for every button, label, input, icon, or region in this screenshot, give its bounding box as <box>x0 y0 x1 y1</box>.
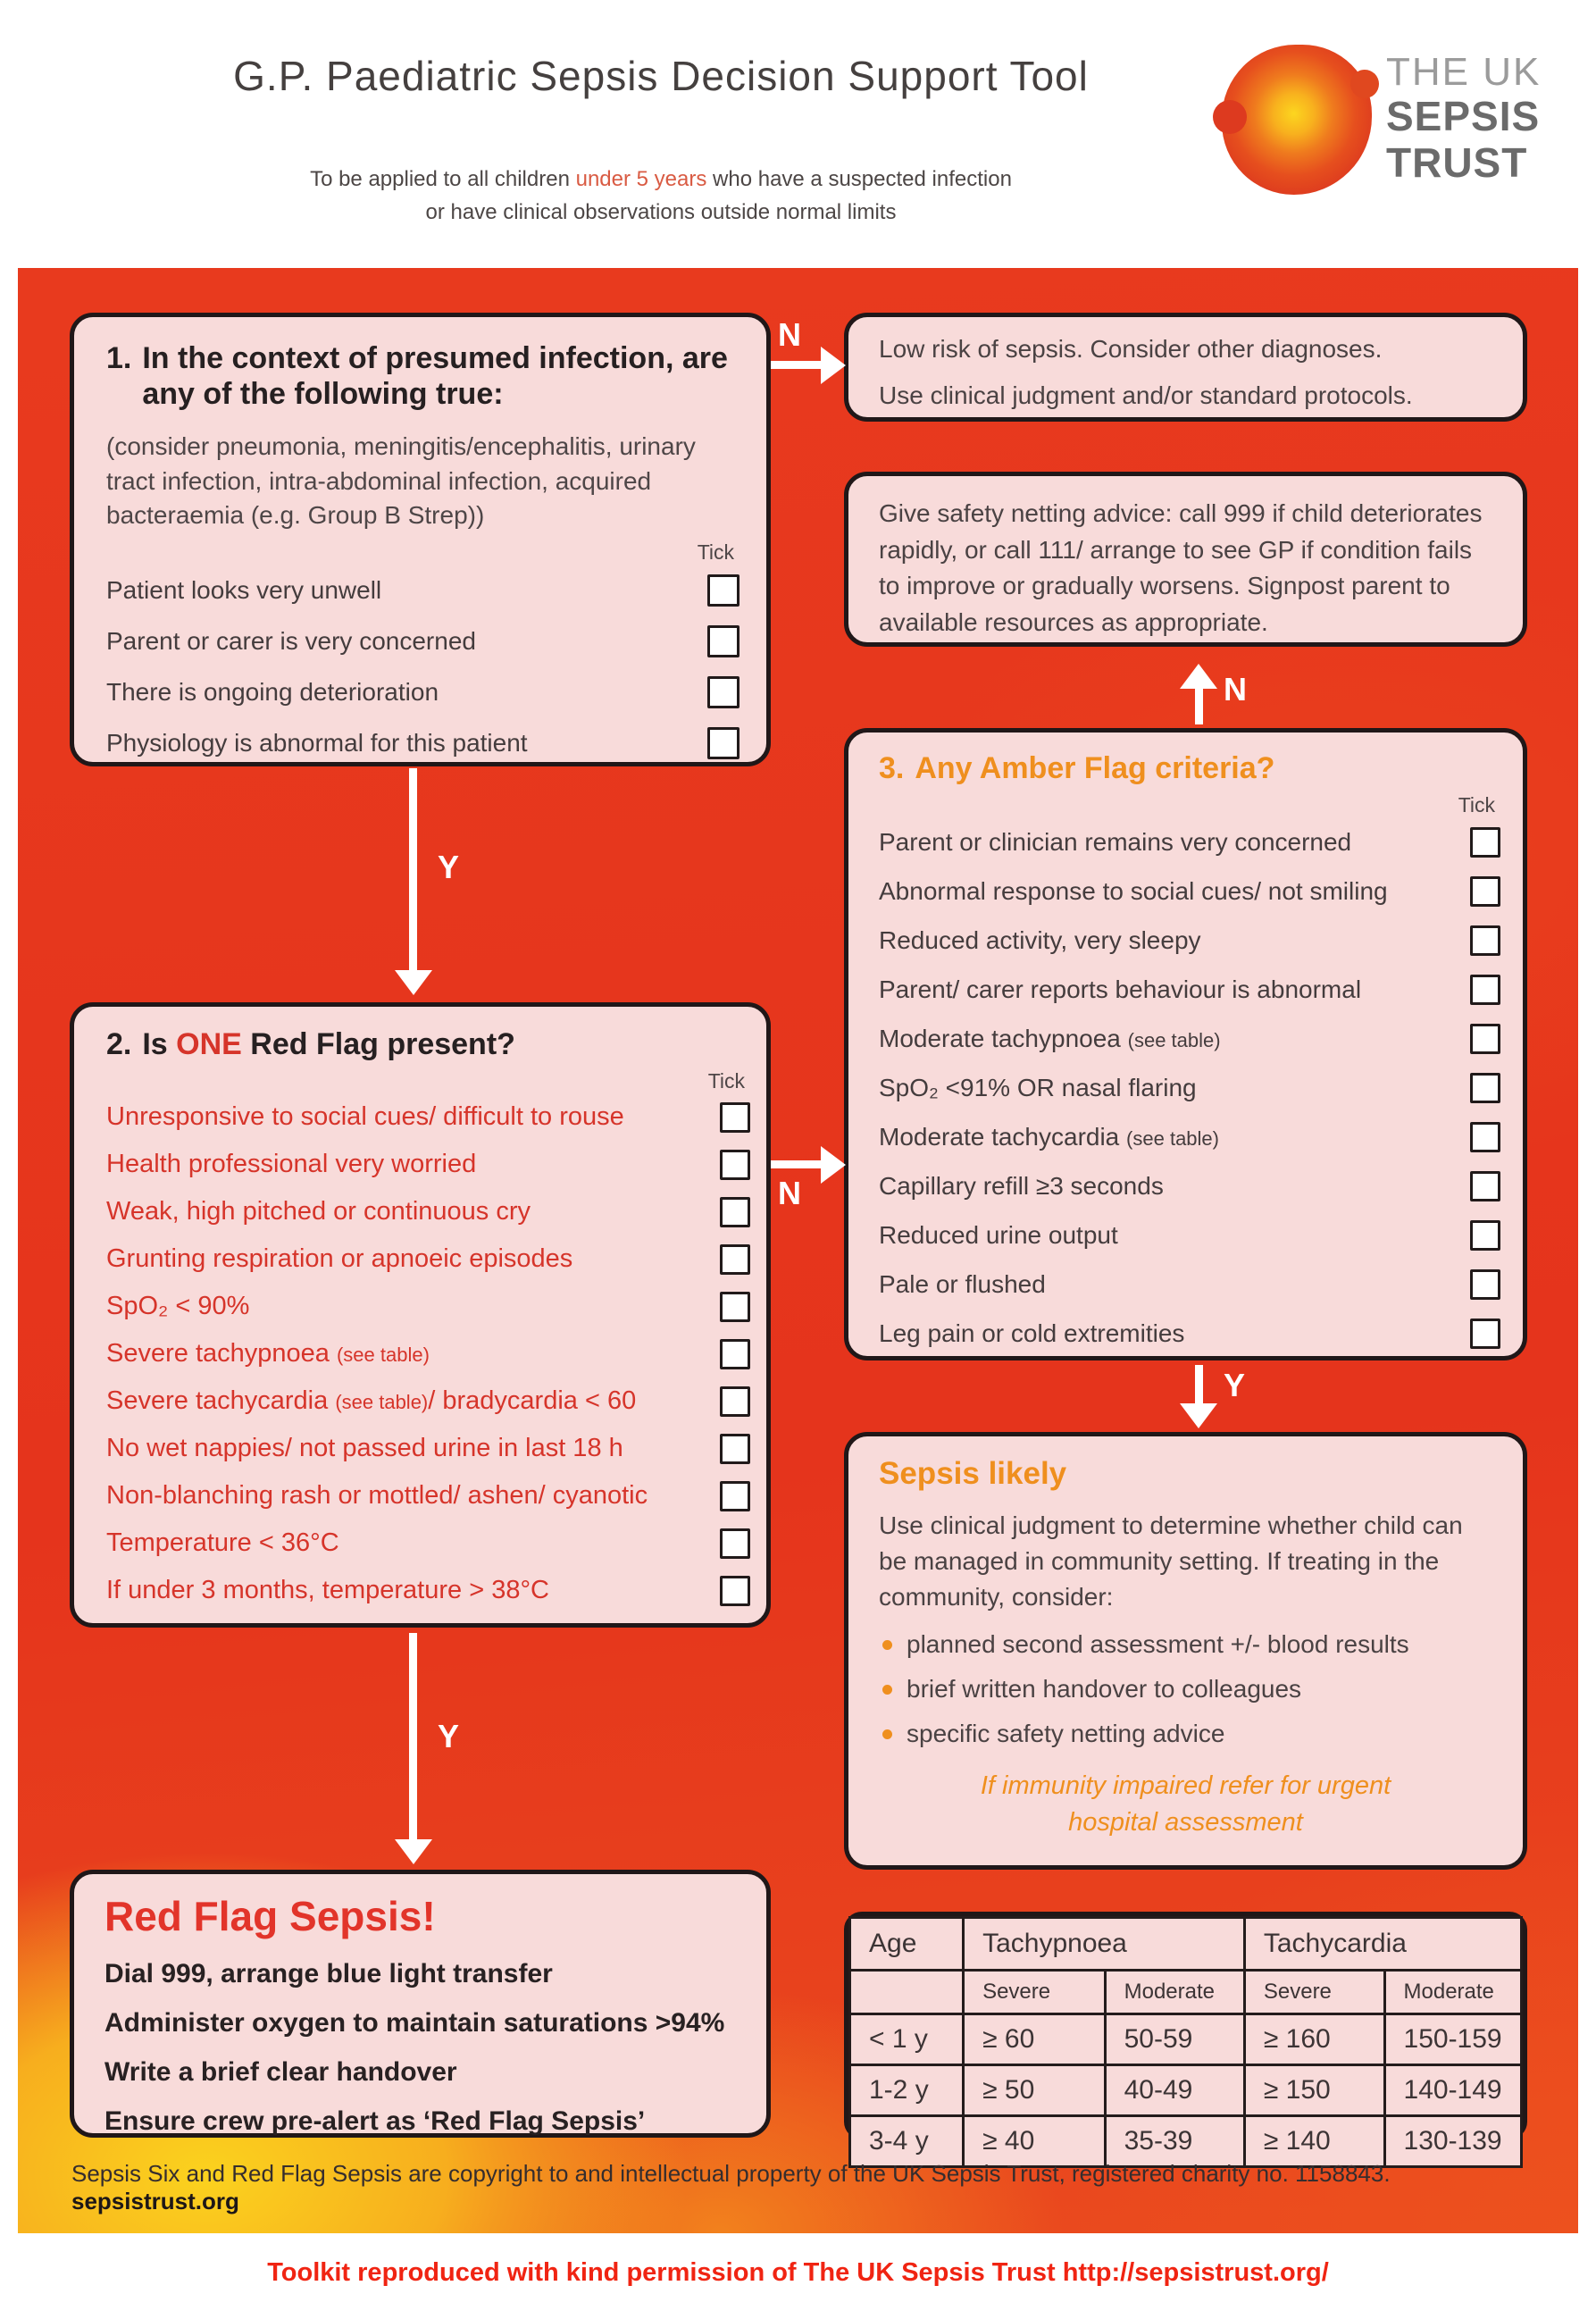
list-item <box>879 1260 1500 1309</box>
item-text <box>879 1025 1221 1053</box>
sepsis-likely-title: Sepsis likely <box>879 1456 1067 1491</box>
arrow-box2-to-redflag <box>404 1633 484 1874</box>
attribution-caption: Toolkit reproduced with kind permission of The UK Sepsis Trust http://sepsistrust.org/ <box>267 2258 1329 2287</box>
box2-title-post: Red Flag present? <box>241 1027 515 1061</box>
tick-checkbox[interactable] <box>720 1292 750 1322</box>
red-flag-sepsis-actions <box>104 1959 736 2137</box>
tick-checkbox[interactable] <box>720 1386 750 1417</box>
action-item: Write a brief clear handover <box>104 2057 457 2087</box>
tick-checkbox[interactable] <box>1470 1122 1500 1152</box>
tick-checkbox[interactable] <box>1470 1073 1500 1103</box>
list-item <box>879 866 1500 916</box>
arrow-box3-to-likely <box>1188 1365 1268 1436</box>
item-main: Health professional very worried <box>106 1150 477 1179</box>
item-main: Severe tachycardia <box>106 1386 336 1416</box>
item-text <box>879 1221 1118 1250</box>
tick-checkbox[interactable] <box>720 1150 750 1180</box>
item-note: (see table) <box>1126 1126 1219 1150</box>
box1-note: (consider pneumonia, meningitis/encephalitis, urinary tract infection, intra-abdominal infection, acquired bacteraemia (e.g. Group B Strep)) <box>106 432 696 530</box>
item-text <box>879 1172 1164 1201</box>
bullet-item <box>879 1720 1492 1748</box>
logo-line2: SEPSIS <box>1386 93 1541 140</box>
item-main: Capillary refill ≥3 seconds <box>879 1171 1164 1200</box>
item-text <box>106 1244 572 1274</box>
item-note: (see table) <box>1127 1028 1221 1051</box>
item-main: Reduced urine output <box>879 1220 1118 1249</box>
action-item: Administer oxygen to maintain saturations >94% <box>104 2008 725 2038</box>
list-item <box>106 1519 750 1567</box>
item-text <box>106 1528 339 1558</box>
item-text <box>106 1434 623 1463</box>
list-item <box>106 565 740 615</box>
cell-value: ≥ 60 <box>964 2014 1106 2065</box>
item-text <box>879 1270 1046 1299</box>
cell-value: ≥ 50 <box>964 2065 1106 2116</box>
sepsis-likely-body: Use clinical judgment to determine whether child can be managed in community setting. If treating in the community, consider: <box>879 1511 1463 1611</box>
tick-checkbox[interactable] <box>720 1481 750 1511</box>
cell-value: 140-149 <box>1384 2065 1521 2116</box>
tick-checkbox[interactable] <box>720 1102 750 1133</box>
sub-header-severe: Severe <box>1244 1971 1384 2014</box>
box-red-flags <box>70 1002 771 1628</box>
item-main: Non-blanching rash or mottled/ ashen/ cyanotic <box>106 1481 648 1511</box>
item-main: Pale or flushed <box>879 1269 1046 1298</box>
cell-value: ≥ 40 <box>964 2116 1106 2167</box>
list-item <box>106 1141 750 1188</box>
red-flag-sepsis-title: Red Flag Sepsis! <box>104 1893 436 1939</box>
item-main: SpO₂ <91% OR nasal flaring <box>879 1073 1197 1101</box>
box-low-risk <box>844 313 1527 422</box>
subtitle-line2: or have clinical observations outside normal limits <box>425 200 897 225</box>
cell-value: 35-39 <box>1105 2116 1244 2167</box>
arrow-head-right-icon <box>821 347 846 384</box>
item-text <box>106 1481 648 1511</box>
arrow-label-n: N <box>778 316 801 353</box>
list-item <box>106 717 740 768</box>
table-row <box>850 2116 1522 2167</box>
list-item <box>106 1377 750 1425</box>
observations-table-box <box>844 1912 1527 2156</box>
list-item <box>879 1063 1500 1112</box>
bullet-icon <box>882 1729 892 1739</box>
subtitle-highlight: under 5 years <box>575 167 707 191</box>
list-item <box>879 1161 1500 1210</box>
arrow-shaft <box>771 1160 823 1168</box>
tick-checkbox[interactable] <box>1470 925 1500 956</box>
box2-title-pre: Is <box>142 1027 177 1061</box>
bullet-item <box>879 1675 1492 1704</box>
arrow-shaft <box>409 768 417 974</box>
tick-column-label: Tick <box>1458 793 1495 817</box>
page-title: G.P. Paediatric Sepsis Decision Support Tool <box>233 53 1089 99</box>
arrow-head-right-icon <box>821 1146 846 1184</box>
arrow-shaft <box>771 361 823 369</box>
page-subtitle <box>143 163 1179 229</box>
item-text <box>879 877 1388 906</box>
box-sepsis-likely <box>844 1432 1527 1870</box>
arrow-shaft <box>1195 687 1203 724</box>
col-header-tachycardia: Tachycardia <box>1244 1918 1521 1971</box>
tick-checkbox[interactable] <box>707 625 740 657</box>
arrow-label-n: N <box>778 1175 801 1211</box>
box3-title <box>879 750 1500 786</box>
tick-column-label: Tick <box>697 540 734 565</box>
bullet-icon <box>882 1685 892 1695</box>
list-item <box>106 1188 750 1235</box>
item-text <box>106 1102 624 1132</box>
tick-checkbox[interactable] <box>707 727 740 759</box>
cell-value: 50-59 <box>1105 2014 1244 2065</box>
bullet-text: planned second assessment +/- blood results <box>907 1630 1409 1659</box>
box-amber-flags <box>844 728 1527 1360</box>
cell-value: 150-159 <box>1384 2014 1521 2065</box>
list-item <box>879 916 1500 965</box>
sub-header-moderate: Moderate <box>1384 1971 1521 2014</box>
box-red-flag-sepsis <box>70 1870 771 2138</box>
box3-number: 3. <box>879 751 905 785</box>
observations-table <box>848 1916 1523 2168</box>
item-text <box>879 1123 1219 1151</box>
low-risk-line2: Use clinical judgment and/or standard protocols. <box>879 381 1413 409</box>
item-text <box>879 1319 1184 1348</box>
list-item <box>879 1210 1500 1260</box>
item-text <box>879 828 1351 857</box>
tick-checkbox[interactable] <box>1470 1171 1500 1201</box>
box2-title-text <box>142 1026 515 1062</box>
arrow-box1-to-lowrisk <box>771 316 869 391</box>
list-item <box>106 1093 750 1141</box>
sepsis-trust-logo <box>1386 50 1541 186</box>
col-header-age: Age <box>850 1918 964 1971</box>
table-row <box>850 2014 1522 2065</box>
cell-age: 1-2 y <box>850 2065 964 2116</box>
item-main: Reduced activity, very sleepy <box>879 925 1201 954</box>
cell-value: ≥ 160 <box>1244 2014 1384 2065</box>
item-note: (see table) <box>336 1344 430 1367</box>
item-main: Weak, high pitched or continuous cry <box>106 1197 531 1226</box>
flowchart-poster <box>18 268 1578 2233</box>
cell-value: 130-139 <box>1384 2116 1521 2167</box>
sub-header-moderate: Moderate <box>1105 1971 1244 2014</box>
list-item <box>879 965 1500 1014</box>
cell-age: < 1 y <box>850 2014 964 2065</box>
subtitle-pre: To be applied to all children <box>310 167 576 191</box>
copyright-main: Sepsis Six and Red Flag Sepsis are copyright to and intellectual property of the UK Sepsis Trust, registered charity no. 1158843. <box>71 2160 1391 2187</box>
arrow-shaft <box>409 1633 417 1843</box>
box-presumed-infection <box>70 313 771 766</box>
item-text: Physiology is abnormal for this patient <box>106 728 528 757</box>
arrow-head-down-icon <box>395 1839 432 1864</box>
box2-title <box>106 1026 750 1062</box>
tick-checkbox[interactable] <box>720 1528 750 1559</box>
tick-checkbox[interactable] <box>1470 975 1500 1005</box>
cell-value: 40-49 <box>1105 2065 1244 2116</box>
safety-netting-text: Give safety netting advice: call 999 if child deteriorates rapidly, or call 111/ arrange to see GP if condition fails to improve or gradually worsens. Signpost parent to available resources as appropriate. <box>879 499 1483 636</box>
item-text: There is ongoing deterioration <box>106 677 439 706</box>
box3-title-text: Any Amber Flag criteria? <box>915 751 1275 785</box>
list-item <box>879 1014 1500 1063</box>
list-item <box>106 1567 750 1614</box>
logo-line3: TRUST <box>1386 138 1528 186</box>
item-text <box>106 1292 249 1321</box>
logo-line1: THE UK <box>1386 50 1542 94</box>
arrow-label-y: Y <box>438 849 460 885</box>
box2-number: 2. <box>106 1027 132 1061</box>
item-main: Parent or clinician remains very concerned <box>879 827 1352 856</box>
tick-checkbox[interactable] <box>720 1576 750 1606</box>
box1-checklist <box>106 565 740 768</box>
action-item: Dial 999, arrange blue light transfer <box>104 1959 553 1988</box>
tick-checkbox[interactable] <box>1470 1220 1500 1251</box>
tick-checkbox[interactable] <box>707 676 740 708</box>
list-item <box>879 1112 1500 1161</box>
box1-number: 1. <box>106 341 132 375</box>
list-item <box>106 615 740 666</box>
tick-checkbox[interactable] <box>720 1339 750 1369</box>
list-item <box>106 1235 750 1283</box>
item-text <box>106 1386 636 1416</box>
cell-age: 3-4 y <box>850 2116 964 2167</box>
item-suffix: / bradycardia < 60 <box>428 1386 637 1416</box>
subtitle-post: who have a suspected infection <box>706 167 1012 191</box>
arrow-box3-to-safety <box>1188 664 1268 726</box>
item-main: Parent/ carer reports behaviour is abnormal <box>879 975 1362 1003</box>
item-main: Grunting respiration or apnoeic episodes <box>106 1244 573 1274</box>
item-main: Leg pain or cold extremities <box>879 1319 1185 1347</box>
tick-checkbox[interactable] <box>1470 1024 1500 1054</box>
item-text <box>106 1197 531 1226</box>
tick-checkbox[interactable] <box>1470 1269 1500 1300</box>
sub-header-blank <box>850 1971 964 2014</box>
arrow-head-up-icon <box>1180 664 1217 689</box>
list-item <box>106 1472 750 1519</box>
item-text <box>106 1150 476 1179</box>
arrow-label-y: Y <box>438 1718 460 1754</box>
item-main: Severe tachypnoea <box>106 1339 337 1369</box>
box-safety-netting <box>844 472 1527 647</box>
item-note: (see table) <box>335 1391 429 1414</box>
item-text <box>879 926 1201 955</box>
item-main: Abnormal response to social cues/ not smiling <box>879 876 1388 905</box>
col-header-tachypnoea: Tachypnoea <box>964 1918 1245 1971</box>
item-text <box>879 1074 1197 1102</box>
arrow-box1-to-box2 <box>404 768 484 1000</box>
item-text <box>106 1576 549 1605</box>
item-main: If under 3 months, temperature > 38°C <box>106 1576 550 1605</box>
tick-column-label: Tick <box>707 1069 745 1093</box>
sepsis-trust-splat-icon <box>1222 45 1372 195</box>
tick-checkbox[interactable] <box>720 1197 750 1227</box>
sepsis-likely-bullets <box>879 1630 1492 1748</box>
box1-title-text: In the context of presumed infection, are any of the following true: <box>142 341 728 412</box>
item-text <box>106 1339 430 1369</box>
copyright-site: sepsistrust.org <box>71 2188 239 2214</box>
arrow-head-down-icon <box>395 970 432 995</box>
list-item <box>106 1283 750 1330</box>
arrow-head-down-icon <box>1180 1403 1217 1428</box>
tick-checkbox[interactable] <box>1470 1319 1500 1349</box>
sub-header-severe: Severe <box>964 1971 1106 2014</box>
bullet-text: brief written handover to colleagues <box>907 1675 1302 1704</box>
item-text: Parent or carer is very concerned <box>106 626 476 655</box>
tick-checkbox[interactable] <box>707 574 740 607</box>
arrow-label-n: N <box>1224 671 1247 707</box>
list-item <box>879 817 1500 866</box>
list-item <box>879 1309 1500 1358</box>
box1-title <box>106 340 740 412</box>
item-main: No wet nappies/ not passed urine in last 18 h <box>106 1434 623 1463</box>
tick-checkbox[interactable] <box>720 1434 750 1464</box>
list-item <box>106 1425 750 1472</box>
item-main: SpO₂ < 90% <box>106 1292 250 1321</box>
copyright-text <box>71 2160 1554 2215</box>
arrow-shaft <box>1195 1365 1203 1405</box>
arrow-box2-to-box3 <box>771 1139 869 1219</box>
item-text: Patient looks very unwell <box>106 575 382 604</box>
table-row <box>850 2065 1522 2116</box>
list-item <box>106 666 740 717</box>
box2-title-one: ONE <box>176 1027 242 1061</box>
item-main: Moderate tachycardia <box>879 1122 1127 1151</box>
bullet-text: specific safety netting advice <box>907 1720 1225 1748</box>
cell-value: ≥ 150 <box>1244 2065 1384 2116</box>
bullet-item <box>879 1630 1492 1659</box>
cell-value: ≥ 140 <box>1244 2116 1384 2167</box>
item-main: Moderate tachypnoea <box>879 1024 1128 1052</box>
item-main: Unresponsive to social cues/ difficult to rouse <box>106 1102 624 1132</box>
low-risk-line1: Low risk of sepsis. Consider other diagnoses. <box>879 335 1383 363</box>
item-main: Temperature < 36°C <box>106 1528 339 1558</box>
immunity-warning-text: If immunity impaired refer for urgent hospital assessment <box>980 1771 1391 1837</box>
box3-checklist <box>879 817 1500 1358</box>
tick-checkbox[interactable] <box>1470 876 1500 907</box>
item-text <box>879 975 1361 1004</box>
bullet-icon <box>882 1640 892 1650</box>
tick-checkbox[interactable] <box>1470 827 1500 858</box>
box2-checklist <box>106 1093 750 1614</box>
tick-checkbox[interactable] <box>720 1244 750 1275</box>
list-item <box>106 1330 750 1377</box>
arrow-label-y: Y <box>1224 1367 1246 1403</box>
action-item: Ensure crew pre-alert as ‘Red Flag Sepsis’ <box>104 2106 646 2136</box>
